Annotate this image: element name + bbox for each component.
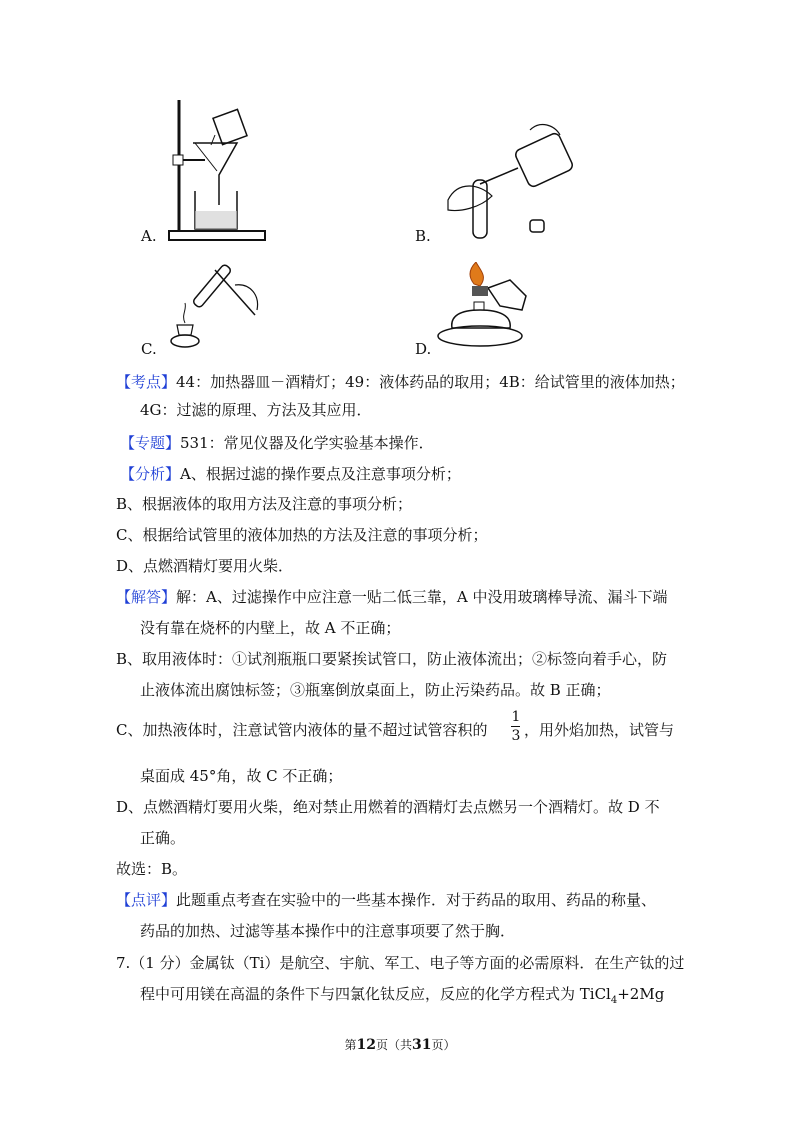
jieda-line-d2: 正确。 — [140, 829, 186, 847]
zhuanti-text: 531：常见仪器及化学实验基本操作． — [180, 434, 434, 452]
question-7-line-1: 7.（1 分）金属钛（Ti）是航空、宇航、军工、电子等方面的必需原料．在生产钛的过 — [116, 954, 685, 972]
dianping-tag: 【点评】 — [116, 891, 177, 909]
footer-pre: 第 — [344, 1038, 357, 1052]
jieda-text-a1: 解：A、过滤操作中应注意一贴二低三靠，A 中没用玻璃棒导流、漏斗下端 — [176, 588, 668, 606]
jieda-line-c1-post: ，用外焰加热，试管与 — [524, 721, 675, 739]
zhuanti-line — [120, 433, 434, 453]
fraction-bar — [511, 726, 520, 727]
fenxi-tag: 【分析】 — [120, 465, 181, 483]
fraction-denominator: 3 — [511, 728, 521, 744]
jieda-line-b1: B、取用液体时：①试剂瓶瓶口要紧挨试管口，防止液体流出；②标签向着手心，防 — [116, 650, 668, 668]
option-b-label: B. — [415, 227, 431, 245]
jieda-line-c2: 桌面成 45°角，故 C 不正确； — [140, 767, 343, 785]
kaodian-tag: 【考点】 — [116, 373, 177, 391]
jieda-tag: 【解答】 — [116, 588, 177, 606]
jieda-line-a1 — [116, 587, 667, 607]
filtration-apparatus-figure — [165, 95, 275, 245]
page-footer — [0, 1036, 800, 1053]
fenxi-line-b: B、根据液体的取用方法及注意的事项分析； — [116, 495, 413, 513]
dianping-line-1 — [116, 890, 656, 910]
kaodian-line-1 — [116, 372, 685, 392]
pouring-liquid-figure — [440, 120, 580, 245]
heating-test-tube-figure — [165, 255, 265, 355]
option-c-label: C. — [141, 340, 157, 358]
option-a-label: A. — [141, 227, 157, 245]
dianping-line-2: 药品的加热、过滤等基本操作中的注意事项要了然于胸． — [140, 922, 516, 940]
fraction-numerator: 1 — [511, 709, 521, 725]
jieda-line-d1: D、点燃酒精灯要用火柴，绝对禁止用燃着的酒精灯去点燃另一个酒精灯。故 D 不 — [116, 798, 660, 816]
question-7-line-2 — [140, 984, 664, 1011]
fenxi-text-a: A、根据过滤的操作要点及注意事项分析； — [180, 465, 461, 483]
alcohol-lamp-figure — [430, 262, 540, 357]
answer-line: 故选：B。 — [116, 860, 188, 878]
footer-mid: 页（共 — [375, 1038, 412, 1052]
fenxi-line-d: D、点燃酒精灯要用火柴． — [116, 557, 294, 575]
zhuanti-tag: 【专题】 — [120, 434, 181, 452]
question-7-line-2-post: +2Mg — [617, 985, 665, 1003]
question-7-line-2-text: 程中可用镁在高温的条件下与四氯化钛反应，反应的化学方程式为 TiCl — [140, 985, 611, 1003]
kaodian-line-2: 4G：过滤的原理、方法及其应用． — [140, 401, 372, 419]
footer-page-number: 12 — [356, 1037, 376, 1053]
fenxi-line-c: C、根据给试管里的液体加热的方法及注意的事项分析； — [116, 526, 488, 544]
question-7-subscript: 4 — [610, 995, 618, 1006]
jieda-line-c1-pre: C、加热液体时，注意试管内液体的量不超过试管容积的 — [116, 721, 488, 739]
jieda-line-a2: 没有靠在烧杯的内壁上，故 A 不正确； — [140, 619, 401, 637]
jieda-line-b2: 止液体流出腐蚀标签；③瓶塞倒放桌面上，防止污染药品。故 B 正确； — [140, 681, 611, 699]
option-d-label: D. — [415, 340, 432, 358]
footer-post: 页） — [431, 1038, 456, 1052]
footer-total-pages: 31 — [412, 1037, 432, 1053]
fenxi-line-a — [120, 464, 461, 484]
dianping-text-1: 此题重点考查在实验中的一些基本操作．对于药品的取用、药品的称量、 — [176, 891, 657, 909]
kaodian-text-1: 44：加热器皿－酒精灯；49：液体药品的取用；4B：给试管里的液体加热； — [176, 373, 685, 391]
